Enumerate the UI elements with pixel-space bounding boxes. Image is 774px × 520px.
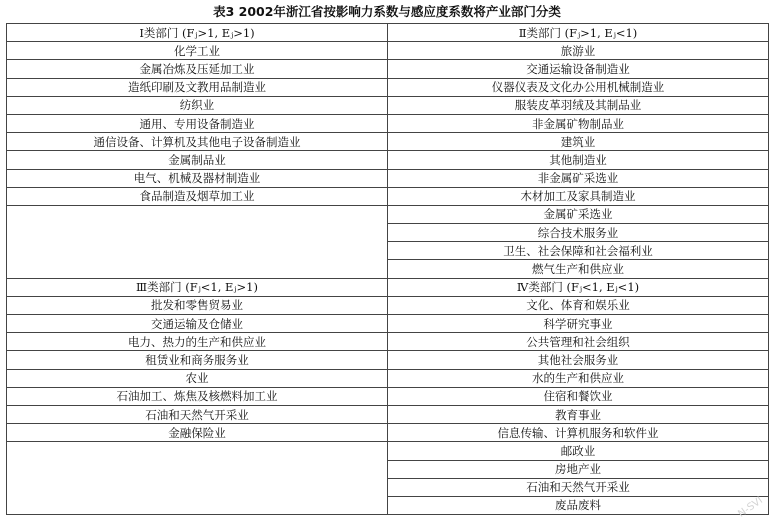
table-row	[7, 42, 769, 60]
sector-cell: 综合技术服务业	[388, 224, 769, 242]
sector-cell: 信息传输、计算机服务和软件业	[388, 424, 769, 442]
sector-cell: 非金属矿采选业	[388, 169, 769, 187]
sector-cell: 其他制造业	[388, 151, 769, 169]
section-one-header-row	[7, 24, 769, 42]
sector-cell: 住宿和餐饮业	[388, 387, 769, 405]
table-row	[7, 442, 769, 460]
classification-table	[6, 23, 769, 515]
table-row	[7, 133, 769, 151]
sector-cell: 农业	[7, 369, 388, 387]
sector-cell: 化学工业	[7, 42, 388, 60]
sector-cell: 批发和零售贸易业	[7, 296, 388, 314]
watermark: N-SVI	[736, 495, 765, 520]
table-row	[7, 315, 769, 333]
table-row	[7, 78, 769, 96]
table-row	[7, 405, 769, 423]
table-row	[7, 151, 769, 169]
sector-cell: 金属矿采选业	[388, 205, 769, 223]
sector-cell: 文化、体育和娱乐业	[388, 296, 769, 314]
table-row	[7, 333, 769, 351]
sector-cell: 通信设备、计算机及其他电子设备制造业	[7, 133, 388, 151]
table-row	[7, 351, 769, 369]
table-row	[7, 205, 769, 223]
table-row	[7, 60, 769, 78]
sector-cell: 建筑业	[388, 133, 769, 151]
sector-cell: 通用、专用设备制造业	[7, 114, 388, 132]
sector-cell: 木材加工及家具制造业	[388, 187, 769, 205]
sector-cell: 科学研究事业	[388, 315, 769, 333]
table-row	[7, 96, 769, 114]
table-row	[7, 424, 769, 442]
sector-cell: 非金属矿物制品业	[388, 114, 769, 132]
sector-cell: 卫生、社会保障和社会福利业	[388, 242, 769, 260]
sector-cell: 造纸印刷及文教用品制造业	[7, 78, 388, 96]
empty-cell	[7, 442, 388, 515]
sector-cell: 石油加工、炼焦及核燃料加工业	[7, 387, 388, 405]
right-category-header: Ⅱ类部门 (Fⱼ>1, Eⱼ<1)	[388, 24, 769, 42]
sector-cell: 电气、机械及器材制造业	[7, 169, 388, 187]
sector-cell: 金属制品业	[7, 151, 388, 169]
sector-cell: 石油和天然气开采业	[7, 405, 388, 423]
table-row	[7, 114, 769, 132]
table-row	[7, 387, 769, 405]
section-two-header-row	[7, 278, 769, 296]
sector-cell: 食品制造及烟草加工业	[7, 187, 388, 205]
sector-cell: 金融保险业	[7, 424, 388, 442]
empty-cell	[7, 205, 388, 278]
table-title: 表3 2002年浙江省按影响力系数与感应度系数将产业部门分类	[213, 4, 561, 19]
sector-cell: 燃气生产和供应业	[388, 260, 769, 278]
sector-cell: 租赁业和商务服务业	[7, 351, 388, 369]
right-category-header: Ⅳ类部门 (Fⱼ<1, Eⱼ<1)	[388, 278, 769, 296]
table-row	[7, 296, 769, 314]
sector-cell: 教育事业	[388, 405, 769, 423]
sector-cell: 仪器仪表及文化办公用机械制造业	[388, 78, 769, 96]
sector-cell: 交通运输设备制造业	[388, 60, 769, 78]
sector-cell: 金属冶炼及压延加工业	[7, 60, 388, 78]
sector-cell: 电力、热力的生产和供应业	[7, 333, 388, 351]
sector-cell: 废品废料	[388, 496, 769, 514]
sector-cell: 水的生产和供应业	[388, 369, 769, 387]
sector-cell: 房地产业	[388, 460, 769, 478]
sector-cell: 其他社会服务业	[388, 351, 769, 369]
sector-cell: 服装皮革羽绒及其制品业	[388, 96, 769, 114]
table-row	[7, 369, 769, 387]
left-category-header: Ⅰ类部门 (Fⱼ>1, Eⱼ>1)	[7, 24, 388, 42]
sector-cell: 旅游业	[388, 42, 769, 60]
sector-cell: 邮政业	[388, 442, 769, 460]
sector-cell: 纺织业	[7, 96, 388, 114]
left-category-header: Ⅲ类部门 (Fⱼ<1, Eⱼ>1)	[7, 278, 388, 296]
table-row	[7, 187, 769, 205]
sector-cell: 公共管理和社会组织	[388, 333, 769, 351]
sector-cell: 石油和天然气开采业	[388, 478, 769, 496]
sector-cell: 交通运输及仓储业	[7, 315, 388, 333]
table-row	[7, 169, 769, 187]
